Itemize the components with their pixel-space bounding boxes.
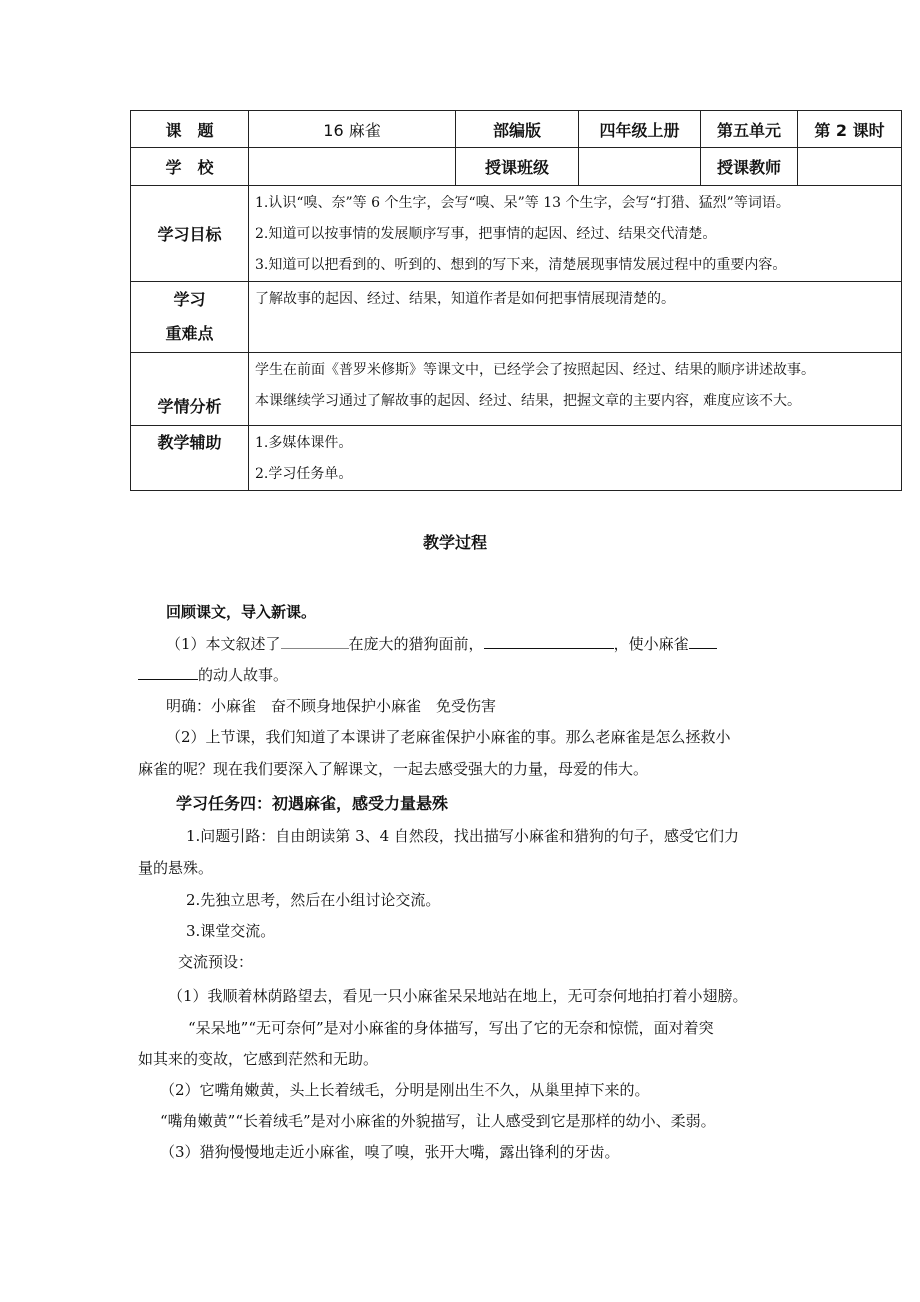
grade: 四年级上册: [579, 111, 701, 148]
preset-3: （3）猎狗慢慢地走近小麻雀，嗅了嗅，张开大嘴，露出锋利的牙齿。: [160, 1143, 620, 1161]
intro-heading: 回顾课文，导入新课。: [166, 603, 317, 621]
label-topic: 课 题: [131, 111, 249, 148]
key-points: 了解故事的起因、经过、结果，知道作者是如何把事情展现清楚的。: [249, 282, 902, 353]
task-step-2: 2.先独立思考，然后在小组讨论交流。: [186, 891, 441, 909]
label-analysis: 学情分析: [131, 353, 249, 426]
edition: 部编版: [456, 111, 579, 148]
blank: [281, 634, 349, 649]
class-value: [579, 148, 701, 186]
label-class: 授课班级: [456, 148, 579, 186]
answer: 明确：小麻雀 奋不顾身地保护小麻雀 免受伤害: [166, 697, 497, 715]
label-aids: 教学辅助: [131, 426, 249, 491]
label-goals: 学习目标: [131, 186, 249, 282]
analysis-cell: [249, 353, 902, 426]
label-teacher: 授课教师: [701, 148, 798, 186]
task-step-1: 1.问题引路：自由朗读第 3、4 自然段，找出描写小麻雀和猎狗的句子，感受它们力: [186, 827, 739, 845]
task-step-3: 3.课堂交流。: [186, 922, 276, 940]
q1-text: （1）本文叙述了: [166, 635, 281, 653]
label-school: 学 校: [131, 148, 249, 186]
goal-item: 3.知道可以把看到的、听到的、想到的写下来，清楚展现事情发展过程中的重要内容。: [255, 257, 787, 273]
unit: 第五单元: [701, 111, 798, 148]
label-key-points: [131, 282, 249, 353]
q1-text: 的动人故事。: [198, 666, 289, 684]
school-value: [249, 148, 456, 186]
preset-2-analysis: “嘴角嫩黄”“长着绒毛”是对小麻雀的外貌描写，让人感受到它是那样的幼小、柔弱。: [160, 1112, 716, 1130]
blank: [138, 665, 198, 680]
analysis-line: 本课继续学习通过了解故事的起因、经过、结果，把握文章的主要内容，难度应该不大。: [255, 393, 801, 409]
preset-1: （1）我顺着林荫路望去，看见一只小麻雀呆呆地站在地上，无可奈何地拍打着小翅膀。: [168, 987, 748, 1005]
lesson-info-table: [130, 110, 902, 491]
task-heading: 学习任务四：初遇麻雀，感受力量悬殊: [176, 794, 449, 813]
goal-item: 2.知道可以按事情的发展顺序写事，把事情的起因、经过、结果交代清楚。: [255, 226, 717, 242]
q1-text: ，使小麻雀: [613, 635, 689, 653]
aids-cell: [249, 426, 902, 491]
period: 第 2 课时: [798, 111, 902, 148]
task-step-1-cont: 量的悬殊。: [138, 859, 214, 877]
preset-2: （2）它嘴角嫩黄，头上长着绒毛，分明是刚出生不久，从巢里掉下来的。: [160, 1081, 650, 1099]
label-line: 学习: [173, 290, 206, 309]
goal-item: 1.认识“嗅、奈”等 6 个生字，会写“嗅、呆”等 13 个生字，会写“打猎、猛烈”等词语。: [255, 195, 790, 211]
aid-item: 2.学习任务单。: [255, 466, 353, 482]
blank: [689, 634, 717, 649]
analysis-line: 学生在前面《普罗米修斯》等课文中，已经学会了按照起因、经过、结果的顺序讲述故事。: [255, 362, 815, 378]
lesson-title: 16 麻雀: [249, 111, 456, 148]
preset-label: 交流预设：: [178, 953, 254, 971]
preset-1-analysis: “呆呆地”“无可奈何”是对小麻雀的身体描写，写出了它的无奈和惊慌，面对着突: [188, 1019, 714, 1037]
question-1-cont: [138, 664, 288, 685]
question-1: [166, 633, 717, 654]
section-title: 教学过程: [423, 533, 488, 552]
question-2-cont: 麻雀的呢？现在我们要深入了解课文，一起去感受强大的力量，母爱的伟大。: [138, 760, 649, 778]
preset-1-analysis-cont: 如其来的变故，它感到茫然和无助。: [138, 1050, 379, 1068]
teacher-value: [798, 148, 902, 186]
label-line: 重难点: [165, 324, 214, 343]
question-2: （2）上节课，我们知道了本课讲了老麻雀保护小麻雀的事。那么老麻雀是怎么拯救小: [166, 728, 731, 746]
aid-item: 1.多媒体课件。: [255, 435, 353, 451]
goals-cell: [249, 186, 902, 282]
q1-text: 在庞大的猎狗面前，: [348, 635, 484, 653]
blank: [484, 634, 614, 649]
